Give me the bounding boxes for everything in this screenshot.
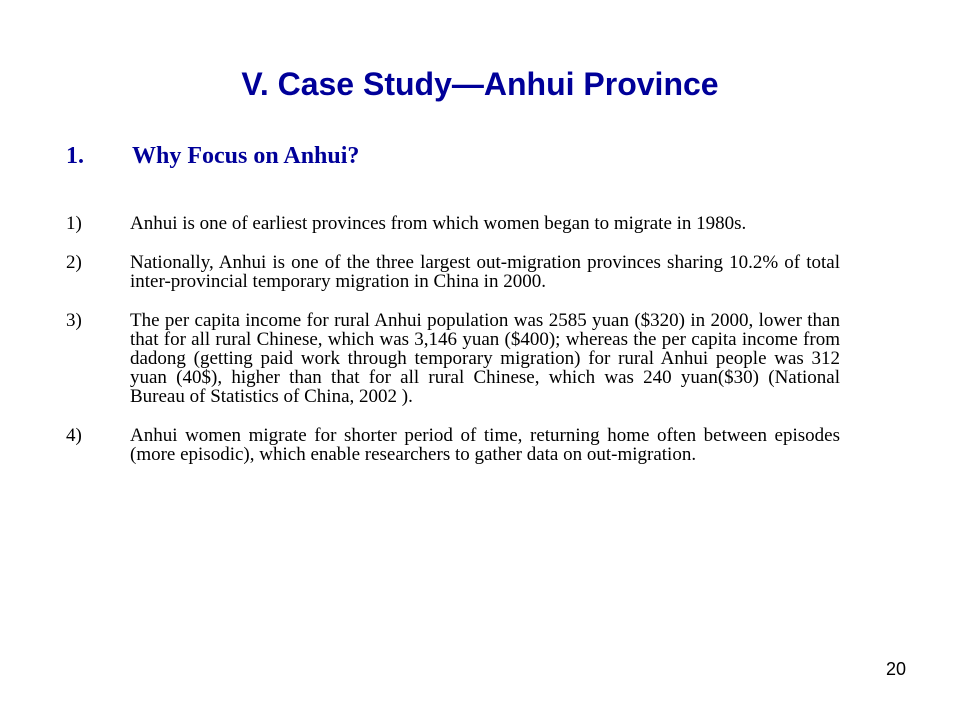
list-item <box>66 426 840 464</box>
list-item-marker: 1) <box>66 213 82 234</box>
section-heading <box>66 143 359 170</box>
list-item-marker: 3) <box>66 310 82 331</box>
list-item <box>66 253 840 291</box>
list-item-text: The per capita income for rural Anhui population was 2585 yuan ($320) in 2000, lower than that for all rural Chinese, which was 3,146 yuan ($400); whereas the per capita income from dadong (getting paid work through temporary migration) for rural Anhui people was 312 yuan (40$), higher than that for all rural Chinese, which was 240 yuan($30) (National Bureau of Statistics of China, 2002 ). <box>130 310 840 407</box>
section-heading-text: Why Focus on Anhui? <box>132 143 360 169</box>
list-item-text: Anhui is one of earliest provinces from which women began to migrate in 1980s. <box>130 213 747 234</box>
list-item-text: Anhui women migrate for shorter period of time, returning home often between episodes (more episodic), which enable researchers to gather data on out-migration. <box>130 425 840 465</box>
list-item-marker: 4) <box>66 425 82 446</box>
list-item <box>66 311 840 406</box>
list-item-marker: 2) <box>66 252 82 273</box>
page-number: 20 <box>885 659 906 679</box>
list-item-text: Nationally, Anhui is one of the three largest out-migration provinces sharing 10.2% of total inter-provincial temporary migration in China in 2000. <box>130 252 840 292</box>
numbered-list <box>66 214 840 484</box>
section-heading-number: 1. <box>66 143 84 169</box>
list-item <box>66 214 840 233</box>
slide-title: V. Case Study—Anhui Province <box>241 66 719 102</box>
